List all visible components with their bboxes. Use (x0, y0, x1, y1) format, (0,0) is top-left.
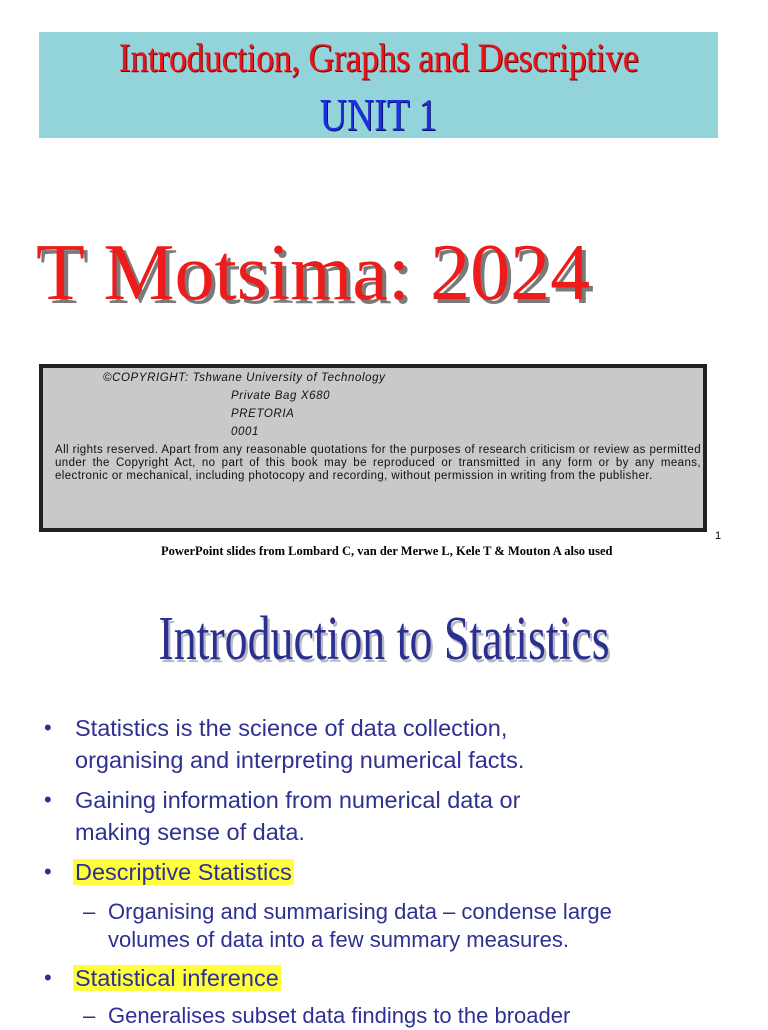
copyright-box (39, 364, 707, 532)
bullet-text: Statistics is the science of data collection, (75, 715, 508, 741)
unit-label: UNIT 1 (319, 89, 438, 140)
sub-item-text: Generalises subset data findings to the broader (108, 1003, 571, 1028)
highlighted-term: Statistical inference (75, 965, 279, 991)
title-band (39, 32, 718, 138)
slide-title: Introduction, Graphs and Descriptive (118, 35, 639, 80)
section-heading: Introduction to Statistics (158, 605, 610, 673)
author-line: T Motsima: 2024 (36, 229, 591, 317)
copyright-address-2: PRETORIA (231, 408, 295, 420)
sub-item-text: Organising and summarising data – condense large (108, 899, 612, 924)
bullet-glyph: • (44, 965, 52, 990)
bullet-text: Gaining information from numerical data or (75, 787, 521, 813)
bullet-glyph: • (44, 859, 52, 884)
copyright-address-1: Private Bag X680 (231, 390, 331, 402)
dash-glyph: – (83, 1003, 96, 1028)
sub-item-text: volumes of data into a few summary measures. (108, 927, 569, 952)
slide-number: 1 (715, 530, 722, 542)
copyright-postal-code: 0001 (231, 426, 259, 438)
copyright-notice: All rights reserved. Apart from any reasonable quotations for the purposes of research criticism or review as permitted under the Copyright Act, no part of this book may be reproduced or transmitted in any form or by any means, electronic or mechanical, including photocopy and recording, without permission in writing from the publisher. (55, 444, 701, 482)
bullet-glyph: • (44, 787, 52, 812)
copyright-owner: ©COPYRIGHT: Tshwane University of Technology (103, 372, 386, 384)
bullet-text: organising and interpreting numerical facts. (75, 747, 525, 773)
slides-credit: PowerPoint slides from Lombard C, van der Merwe L, Kele T & Mouton A also used (161, 544, 613, 558)
dash-glyph: – (83, 899, 96, 924)
bullet-glyph: • (44, 715, 52, 740)
highlighted-term: Descriptive Statistics (75, 859, 292, 885)
bullet-text: making sense of data. (75, 819, 305, 845)
